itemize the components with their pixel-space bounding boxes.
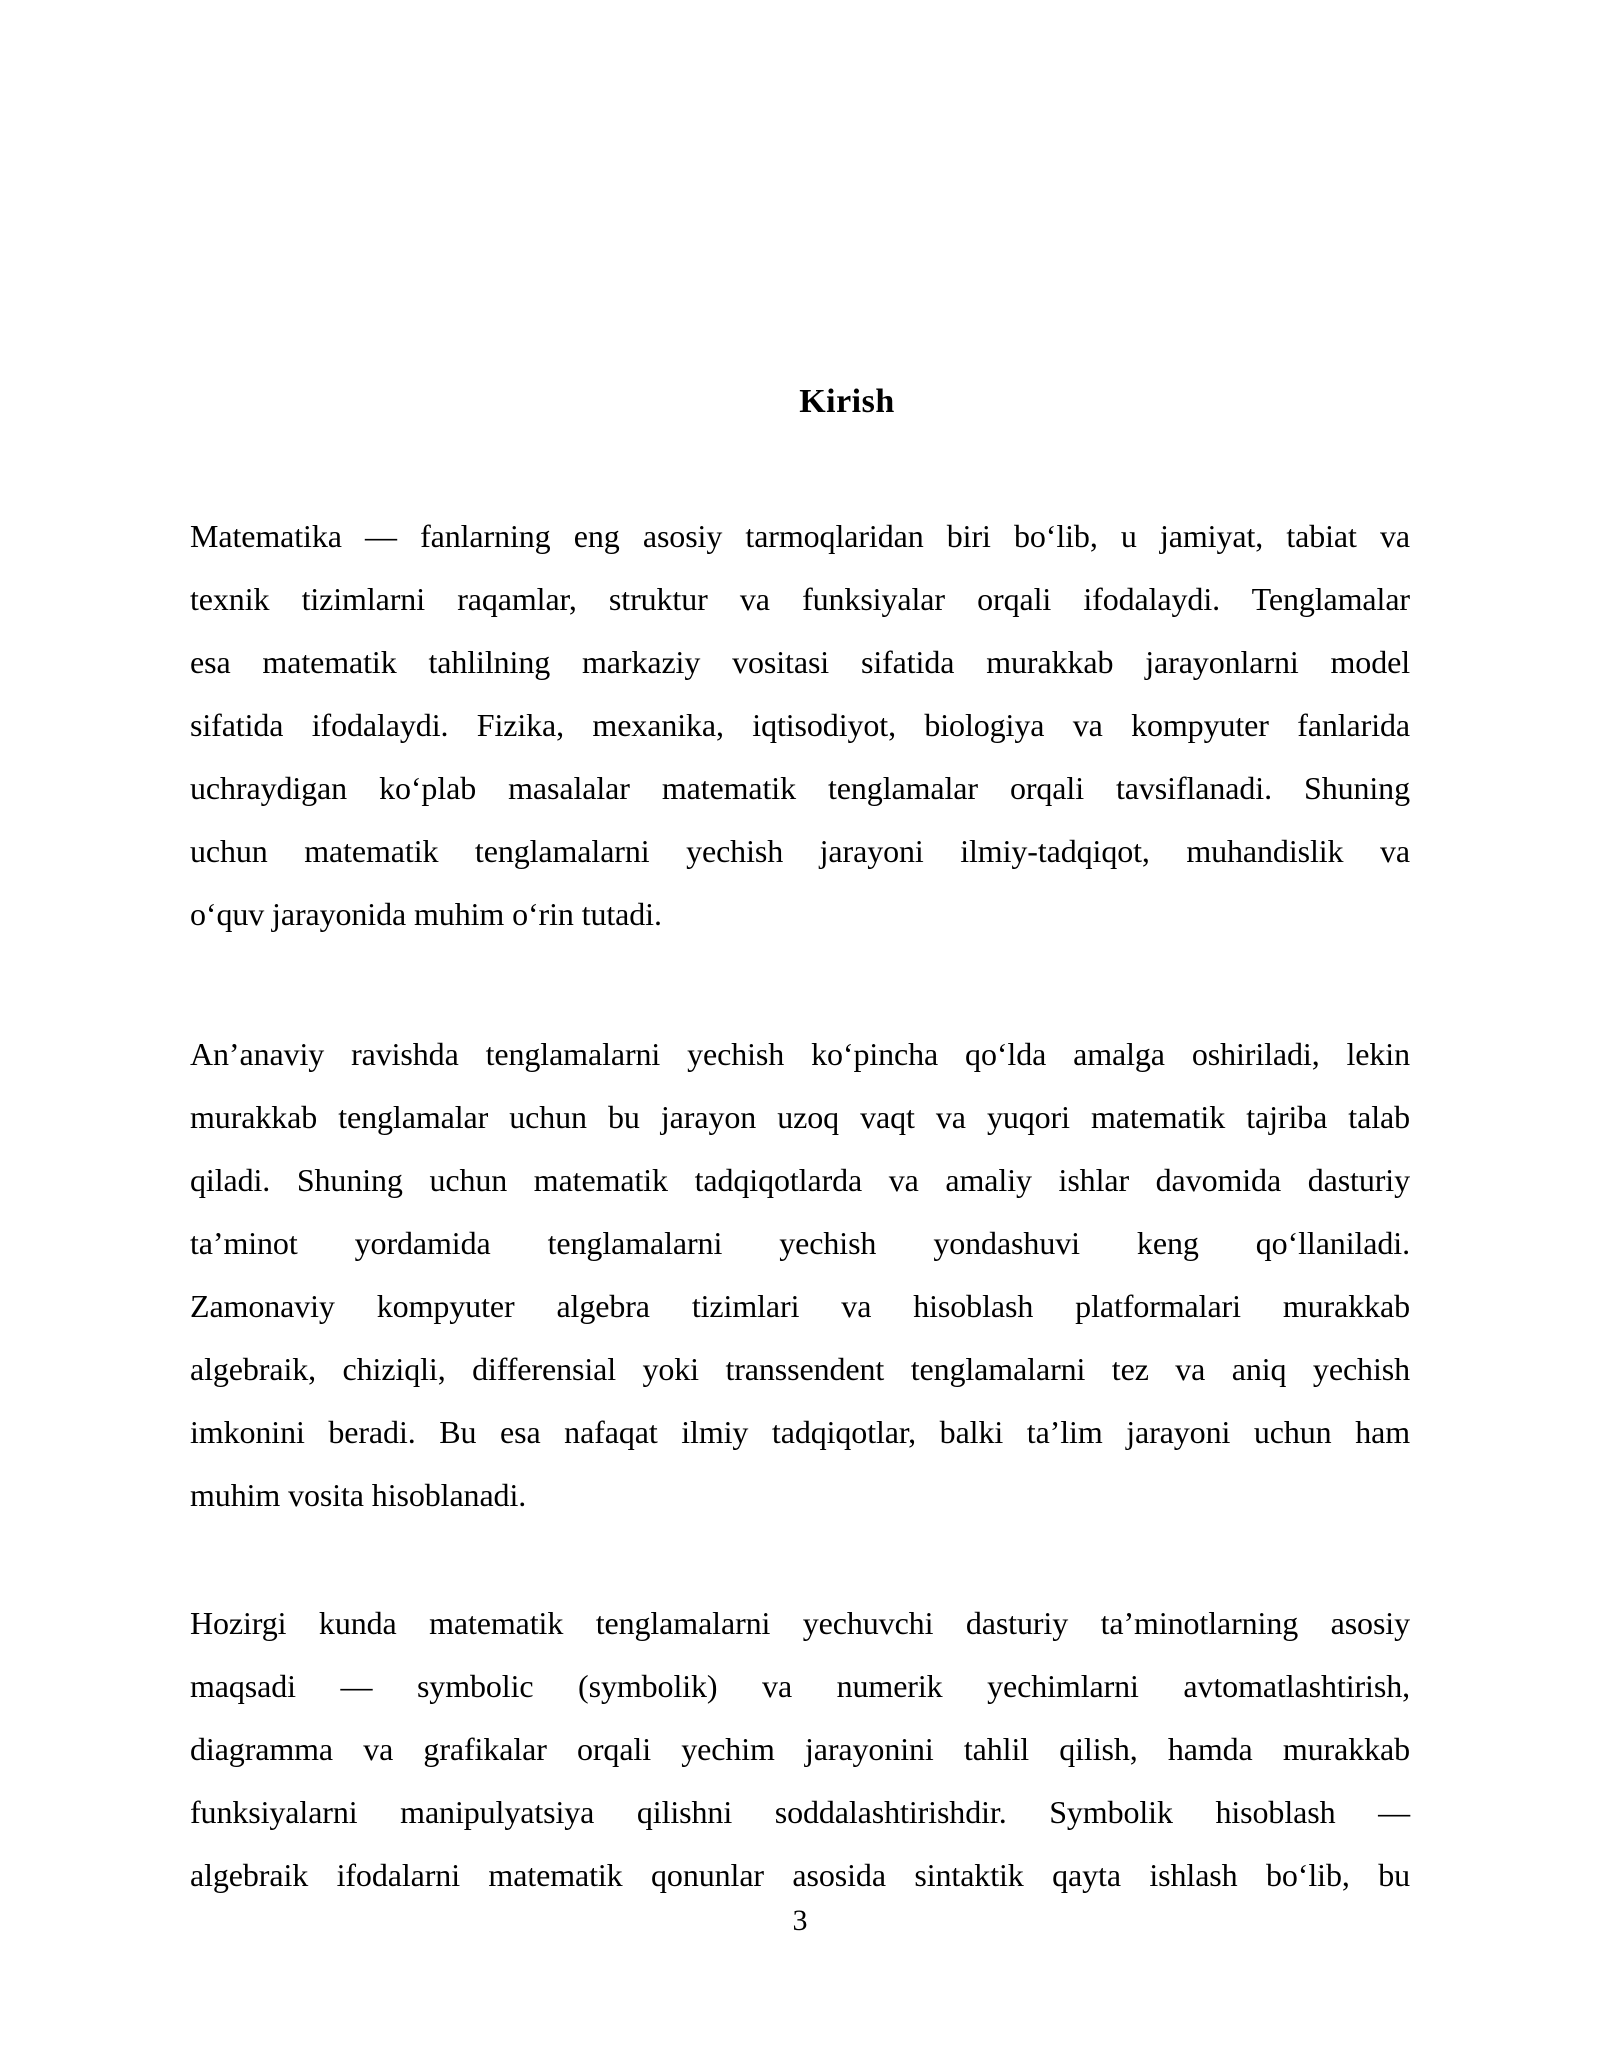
text-line: ta’minot yordamida tenglamalarni yechish yondashuvi keng qo‘llaniladi. <box>190 1225 1410 1261</box>
text-line: imkonini beradi. Bu esa nafaqat ilmiy tadqiqotlar, balki ta’lim jarayoni uchun ham <box>190 1414 1410 1450</box>
paragraph <box>190 505 1410 946</box>
text-line: uchraydigan ko‘plab masalalar matematik tenglamalar orqali tavsiflanadi. Shuning <box>190 770 1410 806</box>
paragraph <box>190 1023 1410 1527</box>
text-line: algebraik, chiziqli, differensial yoki transsendent tenglamalarni tez va aniq yechish <box>190 1351 1410 1387</box>
text-line: An’anaviy ravishda tenglamalarni yechish ko‘pincha qo‘lda amalga oshiriladi, lekin <box>190 1036 1410 1072</box>
text-line: texnik tizimlarni raqamlar, struktur va funksiyalar orqali ifodalaydi. Tenglamalar <box>190 581 1410 617</box>
text-line: algebraik ifodalarni matematik qonunlar asosida sintaktik qayta ishlash bo‘lib, bu <box>190 1857 1410 1893</box>
text-line: o‘quv jarayonida muhim o‘rin tutadi. <box>190 896 662 932</box>
text-line: Hozirgi kunda matematik tenglamalarni yechuvchi dasturiy ta’minotlarning asosiy <box>190 1605 1410 1641</box>
text-line: qiladi. Shuning uchun matematik tadqiqotlarda va amaliy ishlar davomida dasturiy <box>190 1162 1410 1198</box>
text-line: esa matematik tahlilning markaziy vositasi sifatida murakkab jarayonlarni model <box>190 644 1410 680</box>
paragraph <box>190 1592 1410 1907</box>
text-line: Matematika — fanlarning eng asosiy tarmoqlaridan biri bo‘lib, u jamiyat, tabiat va <box>190 518 1410 554</box>
text-line: uchun matematik tenglamalarni yechish jarayoni ilmiy-tadqiqot, muhandislik va <box>190 833 1410 869</box>
text-line: murakkab tenglamalar uchun bu jarayon uzoq vaqt va yuqori matematik tajriba talab <box>190 1099 1410 1135</box>
text-line: sifatida ifodalaydi. Fizika, mexanika, iqtisodiyot, biologiya va kompyuter fanlarida <box>190 707 1410 743</box>
text-line: Zamonaviy kompyuter algebra tizimlari va hisoblash platformalari murakkab <box>190 1288 1410 1324</box>
page-title: Kirish <box>799 383 895 420</box>
text-line: diagramma va grafikalar orqali yechim jarayonini tahlil qilish, hamda murakkab <box>190 1731 1410 1767</box>
page-number: 3 <box>792 1904 808 1937</box>
text-line: muhim vosita hisoblanadi. <box>190 1477 527 1513</box>
text-line: maqsadi — symbolic (symbolik) va numerik yechimlarni avtomatlashtirish, <box>190 1668 1410 1704</box>
document-body <box>190 505 1410 1907</box>
text-line: funksiyalarni manipulyatsiya qilishni soddalashtirishdir. Symbolik hisoblash — <box>190 1794 1410 1830</box>
